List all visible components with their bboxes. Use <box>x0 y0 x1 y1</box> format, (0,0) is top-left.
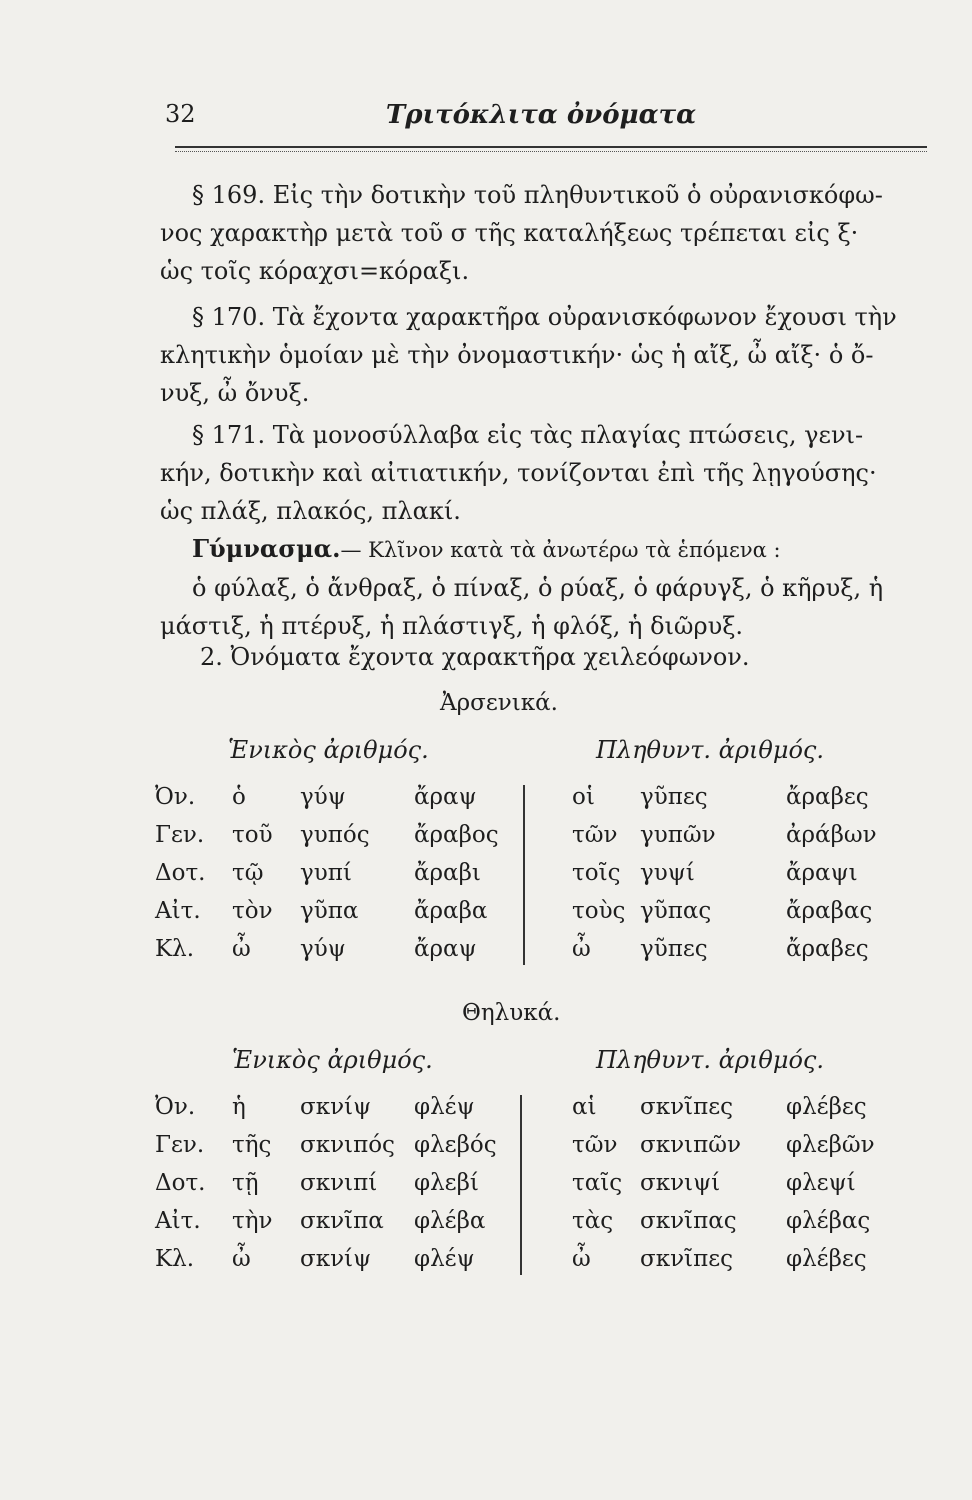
table-cell-art-s: τὸν <box>232 898 273 924</box>
table-cell-w1-p: γῦπες <box>640 936 708 962</box>
section-2-heading <box>160 638 930 676</box>
exercise <box>160 530 930 645</box>
table-cell-w1-s: γύψ <box>300 936 346 962</box>
table-cell-case: Γεν. <box>155 1132 205 1158</box>
table-cell-art-p: τῶν <box>572 1132 618 1158</box>
table-cell-w1-s: σκνιπός <box>300 1132 395 1158</box>
table-cell-case: Αἰτ. <box>155 898 201 924</box>
p171-line1: § 171. Τὰ μονοσύλλαβα εἰς τὰς πλαγίας πτώσεις, γενι- <box>192 421 864 449</box>
table-cell-case: Γεν. <box>155 822 205 848</box>
table-cell-w1-p: σκνῖπες <box>640 1246 733 1272</box>
table-cell-w1-s: σκνιπί <box>300 1170 378 1196</box>
table-cell-w2-s: φλεβί <box>414 1170 479 1196</box>
table-cell-w1-p: σκνῖπας <box>640 1208 737 1234</box>
table-cell-w1-s: γῦπα <box>300 898 359 924</box>
table-cell-w1-s: γυπός <box>300 822 370 848</box>
paragraph-170 <box>160 298 930 412</box>
table-cell-art-s: ὦ <box>232 1246 251 1272</box>
table-cell-w2-p: ἄραβες <box>786 936 869 962</box>
table-cell-w1-p: γῦπες <box>640 784 708 810</box>
p170-line2: κλητικὴν ὁμοίαν μὲ τὴν ὀνομαστικήν· ὡς ἡ αἴξ, ὦ αἴξ· ὁ ὄ- <box>160 341 874 369</box>
table-cell-art-s: τὴν <box>232 1208 273 1234</box>
table-cell-w1-p: γυπῶν <box>640 822 716 848</box>
table-cell-w2-p: ἄραψι <box>786 860 858 886</box>
table-cell-art-p: ταῖς <box>572 1170 623 1196</box>
table-cell-art-s: τῷ <box>232 860 264 886</box>
table-cell-w1-s: σκνῖπα <box>300 1208 384 1234</box>
table-cell-w2-s: ἄραβος <box>414 822 499 848</box>
fem-singular-heading: Ἑνικὸς ἀριθμός. <box>232 1046 433 1074</box>
exercise-instruction: — Κλῖνον κατὰ τὰ ἀνωτέρω τὰ ἑπόμενα : <box>340 538 781 562</box>
p169-line3: ὡς τοῖς κόραχσι=κόραξι. <box>160 257 470 285</box>
masc-divider <box>523 785 525 965</box>
fem-divider <box>520 1095 522 1275</box>
table-cell-case: Αἰτ. <box>155 1208 201 1234</box>
fem-plural-heading: Πληθυντ. ἀριθμός. <box>596 1046 824 1074</box>
exercise-label: Γύμνασμα. <box>192 534 341 563</box>
feminine-heading: Θηλυκά. <box>462 1000 561 1026</box>
table-cell-w2-s: φλέβα <box>414 1208 486 1234</box>
section-2-title: 2. Ὀνόματα ἔχοντα χαρακτῆρα χειλεόφωνον. <box>200 643 750 671</box>
table-cell-w1-p: γῦπας <box>640 898 712 924</box>
table-cell-art-p: τὰς <box>572 1208 614 1234</box>
table-cell-w2-p: φλεψί <box>786 1170 856 1196</box>
table-cell-w2-s: ἄραβα <box>414 898 488 924</box>
table-cell-w2-p: ἄραβας <box>786 898 873 924</box>
table-cell-art-s: ἡ <box>232 1094 246 1120</box>
table-cell-w1-s: σκνίψ <box>300 1246 372 1272</box>
masculine-heading: Ἀρσενικά. <box>440 690 558 716</box>
table-cell-w1-p: σκνιπῶν <box>640 1132 741 1158</box>
table-cell-art-p: τοῖς <box>572 860 621 886</box>
page-number: 32 <box>165 100 196 128</box>
table-cell-w1-p: σκνιψί <box>640 1170 721 1196</box>
table-cell-w1-s: γύψ <box>300 784 346 810</box>
header-rule <box>175 146 927 154</box>
table-cell-art-s: τοῦ <box>232 822 273 848</box>
table-cell-art-p: τῶν <box>572 822 618 848</box>
table-cell-w1-s: σκνίψ <box>300 1094 372 1120</box>
p170-line1: § 170. Τὰ ἔχοντα χαρακτῆρα οὐρανισκόφωνον ἔχουσι τὴν <box>192 303 897 331</box>
table-cell-w2-s: ἄραψ <box>414 936 477 962</box>
table-cell-case: Ὀν. <box>155 1094 196 1120</box>
masc-singular-heading: Ἑνικὸς ἀριθμός. <box>228 736 429 764</box>
p171-line3: ὡς πλάξ, πλακός, πλακί. <box>160 497 461 525</box>
exercise-line3: μάστιξ, ἡ πτέρυξ, ἡ πλάστιγξ, ἡ φλόξ, ἡ διῶρυξ. <box>160 612 744 640</box>
p169-line1: § 169. Εἰς τὴν δοτικὴν τοῦ πληθυντικοῦ ὁ οὐρανισκόφω- <box>192 181 883 209</box>
table-cell-art-p: ὦ <box>572 1246 591 1272</box>
table-cell-art-s: ὦ <box>232 936 251 962</box>
table-cell-w2-s: ἄραψ <box>414 784 477 810</box>
p171-line2: κήν, δοτικὴν καὶ αἰτιατικήν, τονίζονται ἐπὶ τῆς λῃγούσης· <box>160 459 877 487</box>
table-cell-w1-p: γυψί <box>640 860 695 886</box>
table-cell-w2-p: φλέβες <box>786 1246 867 1272</box>
table-cell-case: Δοτ. <box>155 860 206 886</box>
table-cell-w2-p: φλέβες <box>786 1094 867 1120</box>
table-cell-w2-s: φλέψ <box>414 1094 475 1120</box>
table-cell-case: Δοτ. <box>155 1170 206 1196</box>
table-cell-art-s: τῆς <box>232 1132 272 1158</box>
table-cell-art-p: αἱ <box>572 1094 597 1120</box>
table-cell-w2-p: φλέβας <box>786 1208 871 1234</box>
table-cell-case: Κλ. <box>155 936 195 962</box>
table-cell-w2-p: φλεβῶν <box>786 1132 875 1158</box>
exercise-line1 <box>160 530 930 569</box>
table-cell-art-s: τῇ <box>232 1170 259 1196</box>
running-title: Τριτόκλιτα ὀνόματα <box>385 100 697 130</box>
table-cell-w2-s: φλεβός <box>414 1132 497 1158</box>
paragraph-171 <box>160 416 930 530</box>
paragraph-169 <box>160 176 930 290</box>
table-cell-w2-s: ἄραβι <box>414 860 481 886</box>
table-cell-w2-s: φλέψ <box>414 1246 475 1272</box>
table-cell-w2-p: ἄραβες <box>786 784 869 810</box>
p170-line3: νυξ, ὦ ὄνυξ. <box>160 379 310 407</box>
table-cell-art-s: ὁ <box>232 784 246 810</box>
exercise-line2: ὁ φύλαξ, ὁ ἄνθραξ, ὁ πίναξ, ὁ ρύαξ, ὁ φάρυγξ, ὁ κῆρυξ, ἡ <box>192 574 884 602</box>
table-cell-w1-s: γυπί <box>300 860 352 886</box>
table-cell-case: Ὀν. <box>155 784 196 810</box>
p169-line2: νος χαρακτὴρ μετὰ τοῦ σ τῆς καταλήξεως τρέπεται εἰς ξ· <box>160 219 859 247</box>
table-cell-art-p: τοὺς <box>572 898 626 924</box>
masc-plural-heading: Πληθυντ. ἀριθμός. <box>596 736 824 764</box>
table-cell-art-p: ὦ <box>572 936 591 962</box>
table-cell-w1-p: σκνῖπες <box>640 1094 733 1120</box>
table-cell-case: Κλ. <box>155 1246 195 1272</box>
table-cell-w2-p: ἀράβων <box>786 822 877 848</box>
table-cell-art-p: οἱ <box>572 784 595 810</box>
